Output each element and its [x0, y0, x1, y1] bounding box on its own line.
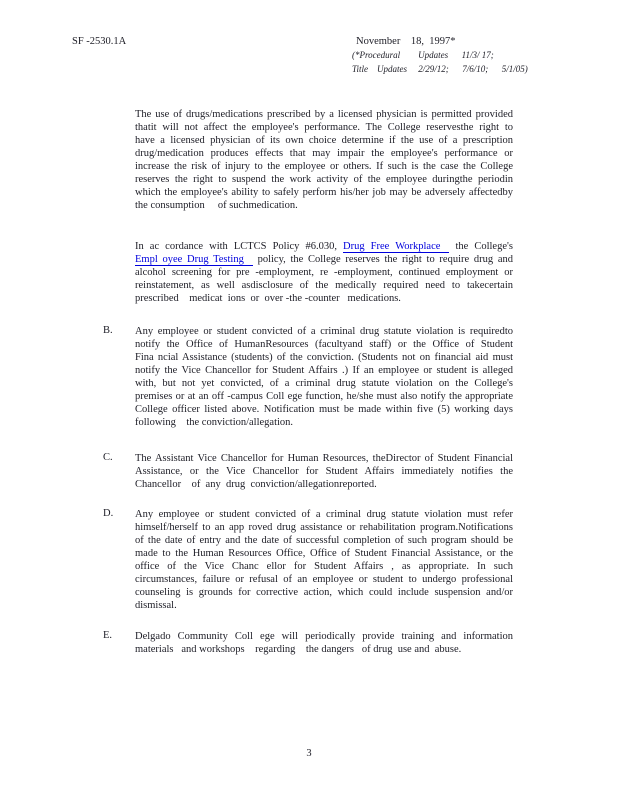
paragraph-label: C. — [103, 452, 113, 463]
text-segment: The use of drugs/medications prescribed by a licensed physician is permitted provided — [135, 109, 513, 120]
text-segment: The Assistant Vice Chancellor for Human Resources, theDirector of Student Financial — [135, 453, 513, 464]
text-segment: increase the risk of injury to the employee or others. If such is the case the College — [135, 161, 513, 172]
text-segment: alcohol screening for pre -employment, re -employment, continued employment or — [135, 267, 513, 278]
paragraph-label: B. — [103, 325, 113, 336]
text-line — [135, 534, 513, 547]
text-line — [135, 199, 513, 212]
text-line — [135, 416, 513, 429]
text-line — [135, 121, 513, 134]
text-line — [135, 292, 513, 305]
text-segment: dismissal. — [135, 600, 177, 611]
text-line — [135, 377, 513, 390]
text-line — [135, 630, 513, 643]
text-segment: Any employee or student convicted of a criminal drug statute violation is requiredto — [135, 326, 513, 337]
text-line — [135, 351, 513, 364]
paragraph — [103, 325, 513, 429]
text-segment: thatit will not affect the employee's performance. The College reservesthe right to — [135, 122, 513, 133]
text-segment: following the conviction/allegation. — [135, 417, 294, 428]
text-segment: reserves the right to suspend the work activity of the employee duringthe periodin — [135, 174, 513, 185]
text-line — [135, 586, 513, 599]
text-line — [135, 266, 513, 279]
paragraph — [103, 452, 513, 491]
text-line — [135, 403, 513, 416]
paragraph — [103, 508, 513, 612]
text-line — [135, 160, 513, 173]
document-reference-number: SF -2530.1A — [72, 36, 127, 47]
text-segment: Any employee or student convicted of a criminal drug statute violation must refer — [135, 509, 513, 520]
paragraph-label: E. — [103, 630, 113, 641]
text-line — [135, 452, 513, 465]
text-line — [135, 173, 513, 186]
text-segment: circumstances, failure or refusal of an employee or student to undergo professional — [135, 574, 513, 585]
text-line — [135, 560, 513, 573]
text-line — [135, 465, 513, 478]
text-line — [135, 108, 513, 121]
text-segment: with, but not yet convicted, of a criminal drug statute violation on the College's — [135, 378, 513, 389]
text-line — [135, 364, 513, 377]
text-segment: made to the Human Resources Office, Office of Student Financial Assistance, or the — [135, 548, 513, 559]
paragraph — [103, 630, 513, 656]
text-segment: reinstatement, as well asdisclosure of the medically required need to takecertain — [135, 280, 513, 291]
text-segment: office of the Vice Chanc ellor for Student Affairs , as appropriate. In such — [135, 561, 513, 572]
text-line — [135, 325, 513, 338]
text-line — [135, 253, 513, 266]
paragraph-label: D. — [103, 508, 114, 519]
text-segment: drug/medication produces effects that may impair the employee's performance or — [135, 148, 513, 159]
policy-link[interactable]: Drug Free Workplace — [343, 241, 449, 253]
text-segment: which the employee's ability to safely perform his/her job may be adversely affectedby — [135, 187, 513, 198]
text-segment: premises or at an off -campus Coll ege function, he/she must also notify the appropriate — [135, 391, 513, 402]
text-segment: policy, the College reserves the right to require drug and — [252, 254, 513, 265]
text-segment: notify the Vice Chancellor for Student Affairs .) If an employee or student is alleged — [135, 365, 513, 376]
text-line — [135, 643, 513, 656]
text-line — [135, 521, 513, 534]
text-segment: have a licensed physician of its own choice determine if the use of a prescription — [135, 135, 513, 146]
text-segment: materials and workshops regarding the dangers of drug use and abuse. — [135, 644, 462, 655]
text-line — [135, 279, 513, 292]
document-body — [103, 108, 513, 656]
text-line — [135, 508, 513, 521]
text-segment: notify the Office of HumanResources (facultyand staff) or the Office of Student — [135, 339, 513, 350]
text-line — [135, 547, 513, 560]
text-segment: the consumption of suchmedication. — [135, 200, 298, 211]
policy-link[interactable]: Empl oyee Drug Testing — [135, 254, 253, 266]
text-segment: Delgado Community Coll ege will periodically provide training and information — [135, 631, 513, 642]
text-segment: himself/herself to an app roved drug assistance or rehabilitation program.Notifications — [135, 522, 513, 533]
text-line — [135, 573, 513, 586]
paragraph — [135, 240, 513, 305]
paragraph — [135, 108, 513, 212]
procedural-update-note-line2: Title Updates 2/29/12; 7/6/10; 5/1/05) — [352, 63, 528, 74]
text-segment: Fina ncial Assistance (students) of the conviction. (Students not on financial aid must — [135, 352, 513, 363]
text-segment: of the date of entry and the date of successful completion of such program should be — [135, 535, 513, 546]
text-segment: Chancellor of any drug conviction/allegationreported. — [135, 479, 377, 490]
text-segment: Assistance, or the Vice Chancellor for Student Affairs immediately notifies the — [135, 466, 513, 477]
document-date: November 18, 1997* — [356, 36, 456, 47]
header-right-block — [352, 35, 528, 76]
text-line — [135, 478, 513, 491]
text-line — [135, 338, 513, 351]
text-segment: prescribed medicat ions or over -the -counter medications. — [135, 293, 401, 304]
text-segment: the College's — [449, 241, 513, 252]
text-line — [135, 599, 513, 612]
text-segment: In ac cordance with LCTCS Policy #6.030, — [135, 241, 344, 252]
text-line — [135, 186, 513, 199]
page-number: 3 — [306, 748, 312, 759]
text-line — [135, 134, 513, 147]
text-segment: counseling is grounds for corrective action, which could include suspension and/or — [135, 587, 513, 598]
text-line — [135, 390, 513, 403]
text-segment: College officer listed above. Notification must be made within five (5) working days — [135, 404, 513, 415]
text-line — [135, 240, 513, 253]
procedural-update-note-line1: (*Procedural Updates 11/3/ 17; — [352, 50, 494, 60]
text-line — [135, 147, 513, 160]
